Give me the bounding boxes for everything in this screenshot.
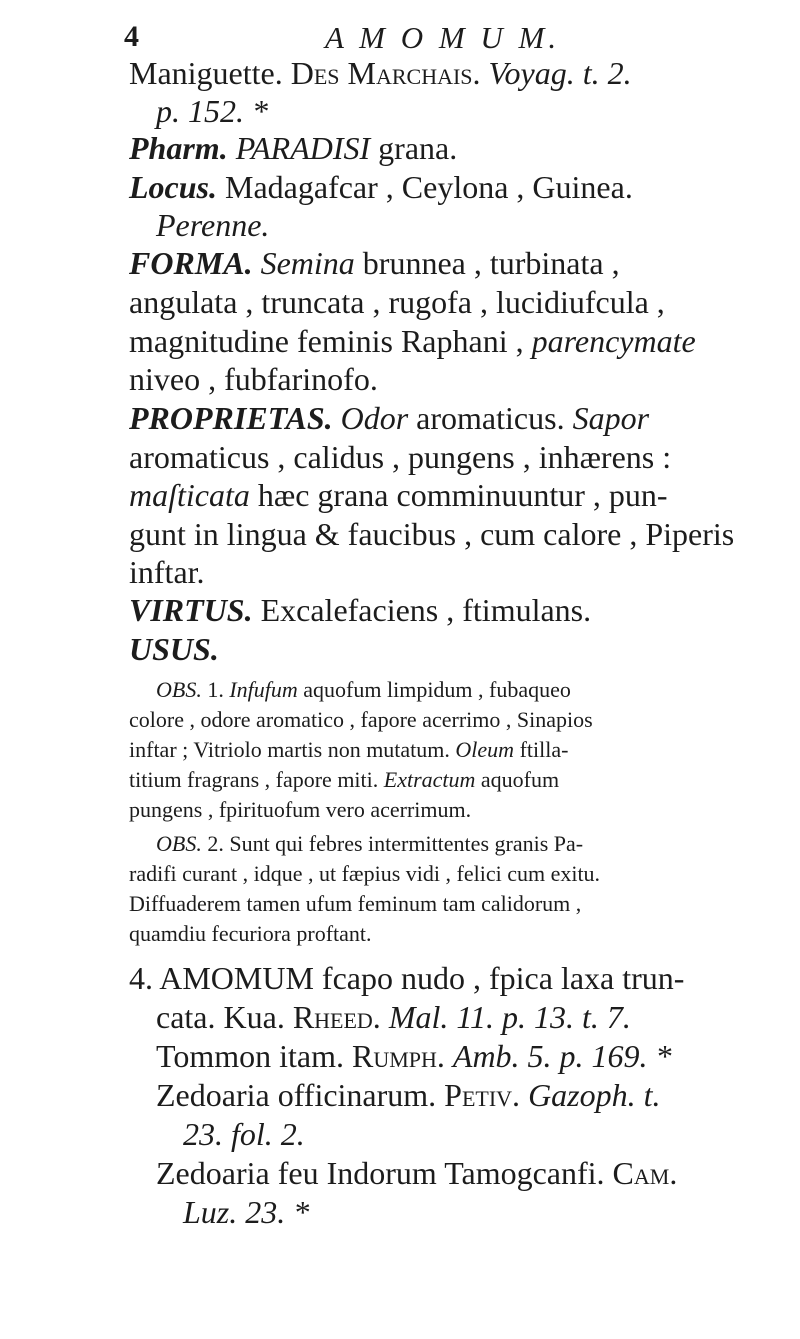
entry4-line-1 — [129, 958, 684, 998]
forma-line-4: niveo , fubfarinofo. — [129, 361, 378, 397]
maniguette-name: Maniguette. — [129, 55, 283, 91]
obs2-line-2: radifi curant , idque , ut fæpius vidi , felici cum exitu. — [129, 861, 601, 886]
author-petiv: Petiv. — [444, 1077, 521, 1113]
pharm-line — [129, 128, 457, 168]
obs1-line-5: pungens , fpirituofum vero acerrimum. — [129, 797, 472, 822]
author-des-marchais: Des Marchais. — [290, 55, 481, 91]
semina-label: Semina — [260, 245, 355, 281]
entry4-line-1-rest: fcapo nudo , fpica laxa trun- — [321, 960, 685, 996]
entry4-line-4 — [156, 1075, 661, 1115]
pharm-label: Pharm. — [129, 130, 228, 166]
page-number: 4 — [124, 20, 139, 53]
usus-label: USUS. — [129, 631, 219, 667]
entry4-line-3 — [156, 1036, 672, 1076]
proprietas-line-4: gunt in lingua & faucibus , cum calore , Piperis — [129, 516, 735, 552]
obs1-line-1 — [156, 675, 571, 705]
entry4-line-2-pre: cata. Kua. — [156, 999, 285, 1035]
infusum: Infufum — [229, 677, 298, 702]
virtus-label: VIRTUS. — [129, 592, 253, 628]
entry4-line-4-pre: Zedoaria officinarum. — [156, 1077, 437, 1113]
obs1-line-4-end: aquofum — [480, 767, 560, 792]
entry4-line-7: Luz. 23. * — [183, 1194, 310, 1230]
author-cam: Cam. — [612, 1155, 678, 1191]
obs2-line-3: Diffuaderem tamen ufum feminum tam calidorum , — [129, 891, 582, 916]
author-rheed: Rheed. — [292, 999, 381, 1035]
amb-reference: Amb. 5. p. 169. * — [452, 1038, 672, 1074]
obs1-line-4-pre: titium fragrans , fapore miti. — [129, 767, 379, 792]
proprietas-line-1 — [129, 398, 649, 438]
forma-line-2: angulata , truncata , rugofa , lucidiufcula , — [129, 284, 665, 320]
odor-value: aromaticus. — [416, 400, 565, 436]
forma-line-3-pre: magnitudine feminis Raphani , — [129, 323, 524, 359]
proprietas-line-3-rest: hæc grana comminuuntur , pun- — [257, 477, 668, 513]
obs2-line-1 — [156, 829, 583, 859]
gazoph-reference: Gazoph. t. — [528, 1077, 661, 1113]
masticata: maſticata — [129, 477, 250, 513]
entry4-line-6-pre: Zedoaria feu Indorum Tamogcanfi. — [156, 1155, 605, 1191]
mal-reference: Mal. 11. p. 13. t. 7. — [388, 999, 631, 1035]
obs1-line-1-rest: aquofum limpidum , fubaqueo — [303, 677, 571, 702]
proprietas-line-2: aromaticus , calidus , pungens , inhærens : — [129, 439, 672, 475]
oleum: Oleum — [455, 737, 515, 762]
obs1-line-3-pre: inftar ; Vitriolo martis non mutatum. — [129, 737, 450, 762]
obs1-label: OBS. — [156, 677, 202, 702]
voyag-reference: Voyag. t. 2. — [488, 55, 632, 91]
proprietas-line-5: inftar. — [129, 554, 205, 590]
forma-line-1-rest: brunnea , turbinata , — [362, 245, 620, 281]
forma-label: FORMA. — [129, 245, 253, 281]
proprietas-line-3 — [129, 475, 668, 515]
maniguette-page-ref: p. 152. * — [156, 93, 268, 129]
obs1-line-2: colore , odore aromatico , fapore acerrimo , Sinapios — [129, 707, 593, 732]
entry4-line-3-pre: Tommon itam. — [156, 1038, 344, 1074]
entry4-number: 4. — [129, 960, 153, 996]
extractum: Extractum — [383, 767, 476, 792]
obs1-line-4 — [129, 765, 559, 795]
locus-label: Locus. — [129, 169, 217, 205]
forma-line-1 — [129, 243, 620, 283]
running-header — [0, 18, 800, 58]
obs2-label: OBS. — [156, 831, 202, 856]
entry4-line-6 — [156, 1153, 677, 1193]
entry4-line-5: 23. fol. 2. — [183, 1116, 305, 1152]
forma-line-3 — [129, 321, 696, 361]
entry4-line-2 — [156, 997, 631, 1037]
parencymate: parencymate — [531, 323, 696, 359]
locus-value: Madagafcar , Ceylona , Guinea. — [225, 169, 633, 205]
odor-label: Odor — [340, 400, 409, 436]
running-title: A M O M U M. — [325, 20, 561, 55]
obs1-line-3-end: ftilla- — [519, 737, 569, 762]
obs2-line-1-rest: Sunt qui febres intermittentes granis Pa- — [229, 831, 584, 856]
virtus-line — [129, 590, 591, 630]
author-rumph: Rumph. — [351, 1038, 445, 1074]
pharm-rest: grana. — [378, 130, 458, 166]
perenne: Perenne. — [156, 207, 270, 243]
amomum-heading: AMOMUM — [159, 960, 314, 996]
pharm-value: PARADISI — [235, 130, 371, 166]
obs1-line-3 — [129, 735, 568, 765]
obs2-line-4: quamdiu fecuriora proftant. — [129, 921, 372, 946]
obs1-number: 1. — [207, 677, 224, 702]
proprietas-label: PROPRIETAS. — [129, 400, 333, 436]
sapor-label: Sapor — [572, 400, 650, 436]
maniguette-line — [129, 53, 632, 93]
obs2-number: 2. — [207, 831, 224, 856]
locus-line — [129, 167, 633, 207]
virtus-value: Excalefaciens , ftimulans. — [260, 592, 592, 628]
